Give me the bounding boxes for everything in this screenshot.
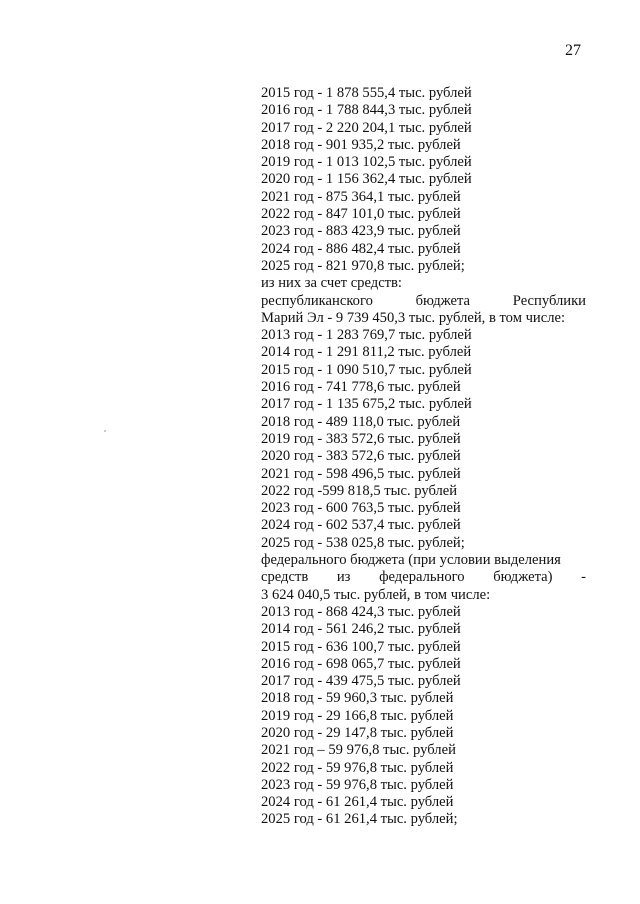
republic-budget-total: Марий Эл - 9 739 450,3 тыс. рублей, в том числе: xyxy=(261,309,566,326)
federal-budget-heading: федерального бюджета (при условии выделения xyxy=(261,552,561,569)
funding-line: 2023 год - 59 976,8 тыс. рублей xyxy=(261,776,454,793)
funding-line: 2021 год – 59 976,8 тыс. рублей xyxy=(261,742,456,759)
republic-budget-heading xyxy=(261,293,586,310)
funding-line: 2013 год - 1 283 769,7 тыс. рублей xyxy=(261,327,472,344)
funding-line: 2020 год - 1 156 362,4 тыс. рублей xyxy=(261,171,472,188)
document-body xyxy=(261,85,586,829)
funding-line: 2020 год - 383 572,6 тыс. рублей xyxy=(261,448,461,465)
funding-line: 2022 год - 59 976,8 тыс. рублей xyxy=(261,759,454,776)
funding-line: 2017 год - 2 220 204,1 тыс. рублей xyxy=(261,119,472,136)
funding-line: 2016 год - 1 788 844,3 тыс. рублей xyxy=(261,102,472,119)
funding-line: 2023 год - 883 423,9 тыс. рублей xyxy=(261,223,461,240)
heading-word: республиканского xyxy=(261,292,373,309)
funding-line: 2018 год - 59 960,3 тыс. рублей xyxy=(261,690,454,707)
page-number: 27 xyxy=(565,42,581,59)
federal-budget-heading-cont xyxy=(261,569,586,586)
funding-line: 2014 год - 561 246,2 тыс. рублей xyxy=(261,621,461,638)
funding-line: 2015 год - 1 878 555,4 тыс. рублей xyxy=(261,85,472,101)
funding-line: 2024 год - 886 482,4 тыс. рублей xyxy=(261,240,461,257)
funding-line: 2014 год - 1 291 811,2 тыс. рублей xyxy=(261,344,472,361)
funding-line: 2021 год - 598 496,5 тыс. рублей xyxy=(261,465,461,482)
heading-word: - xyxy=(581,569,586,586)
federal-budget-total: 3 624 040,5 тыс. рублей, в том числе: xyxy=(261,586,491,603)
funding-line: 2024 год - 602 537,4 тыс. рублей xyxy=(261,517,461,534)
funding-line: 2019 год - 383 572,6 тыс. рублей xyxy=(261,430,461,447)
funding-line: 2025 год - 61 261,4 тыс. рублей; xyxy=(261,811,458,828)
funding-line: 2016 год - 741 778,6 тыс. рублей xyxy=(261,379,461,396)
heading-word: бюджета xyxy=(415,292,471,309)
funding-line: 2019 год - 29 166,8 тыс. рублей xyxy=(261,707,454,724)
heading-word: федерального xyxy=(379,569,465,586)
sources-heading: из них за счет средств: xyxy=(261,275,402,292)
scan-speck xyxy=(104,430,106,432)
funding-line: 2017 год - 439 475,5 тыс. рублей xyxy=(261,673,461,690)
funding-line: 2022 год - 847 101,0 тыс. рублей xyxy=(261,206,461,223)
funding-line: 2024 год - 61 261,4 тыс. рублей xyxy=(261,794,454,811)
funding-line: 2025 год - 538 025,8 тыс. рублей; xyxy=(261,534,465,551)
funding-line: 2023 год - 600 763,5 тыс. рублей xyxy=(261,500,461,517)
funding-line: 2020 год - 29 147,8 тыс. рублей xyxy=(261,724,454,741)
heading-word: бюджета) xyxy=(493,569,553,586)
funding-line: 2016 год - 698 065,7 тыс. рублей xyxy=(261,655,461,672)
funding-line: 2015 год - 636 100,7 тыс. рублей xyxy=(261,638,461,655)
funding-line: 2019 год - 1 013 102,5 тыс. рублей xyxy=(261,154,472,171)
funding-line: 2013 год - 868 424,3 тыс. рублей xyxy=(261,603,461,620)
funding-line: 2018 год - 901 935,2 тыс. рублей xyxy=(261,136,461,153)
funding-line: 2025 год - 821 970,8 тыс. рублей; xyxy=(261,257,465,274)
funding-line: 2015 год - 1 090 510,7 тыс. рублей xyxy=(261,361,472,378)
funding-line: 2021 год - 875 364,1 тыс. рублей xyxy=(261,188,461,205)
funding-line: 2018 год - 489 118,0 тыс. рублей xyxy=(261,413,461,430)
heading-word: средств xyxy=(261,569,309,586)
heading-word: из xyxy=(336,569,351,586)
funding-line: 2017 год - 1 135 675,2 тыс. рублей xyxy=(261,396,472,413)
funding-line: 2022 год -599 818,5 тыс. рублей xyxy=(261,482,458,499)
heading-word: Республики xyxy=(512,292,586,309)
